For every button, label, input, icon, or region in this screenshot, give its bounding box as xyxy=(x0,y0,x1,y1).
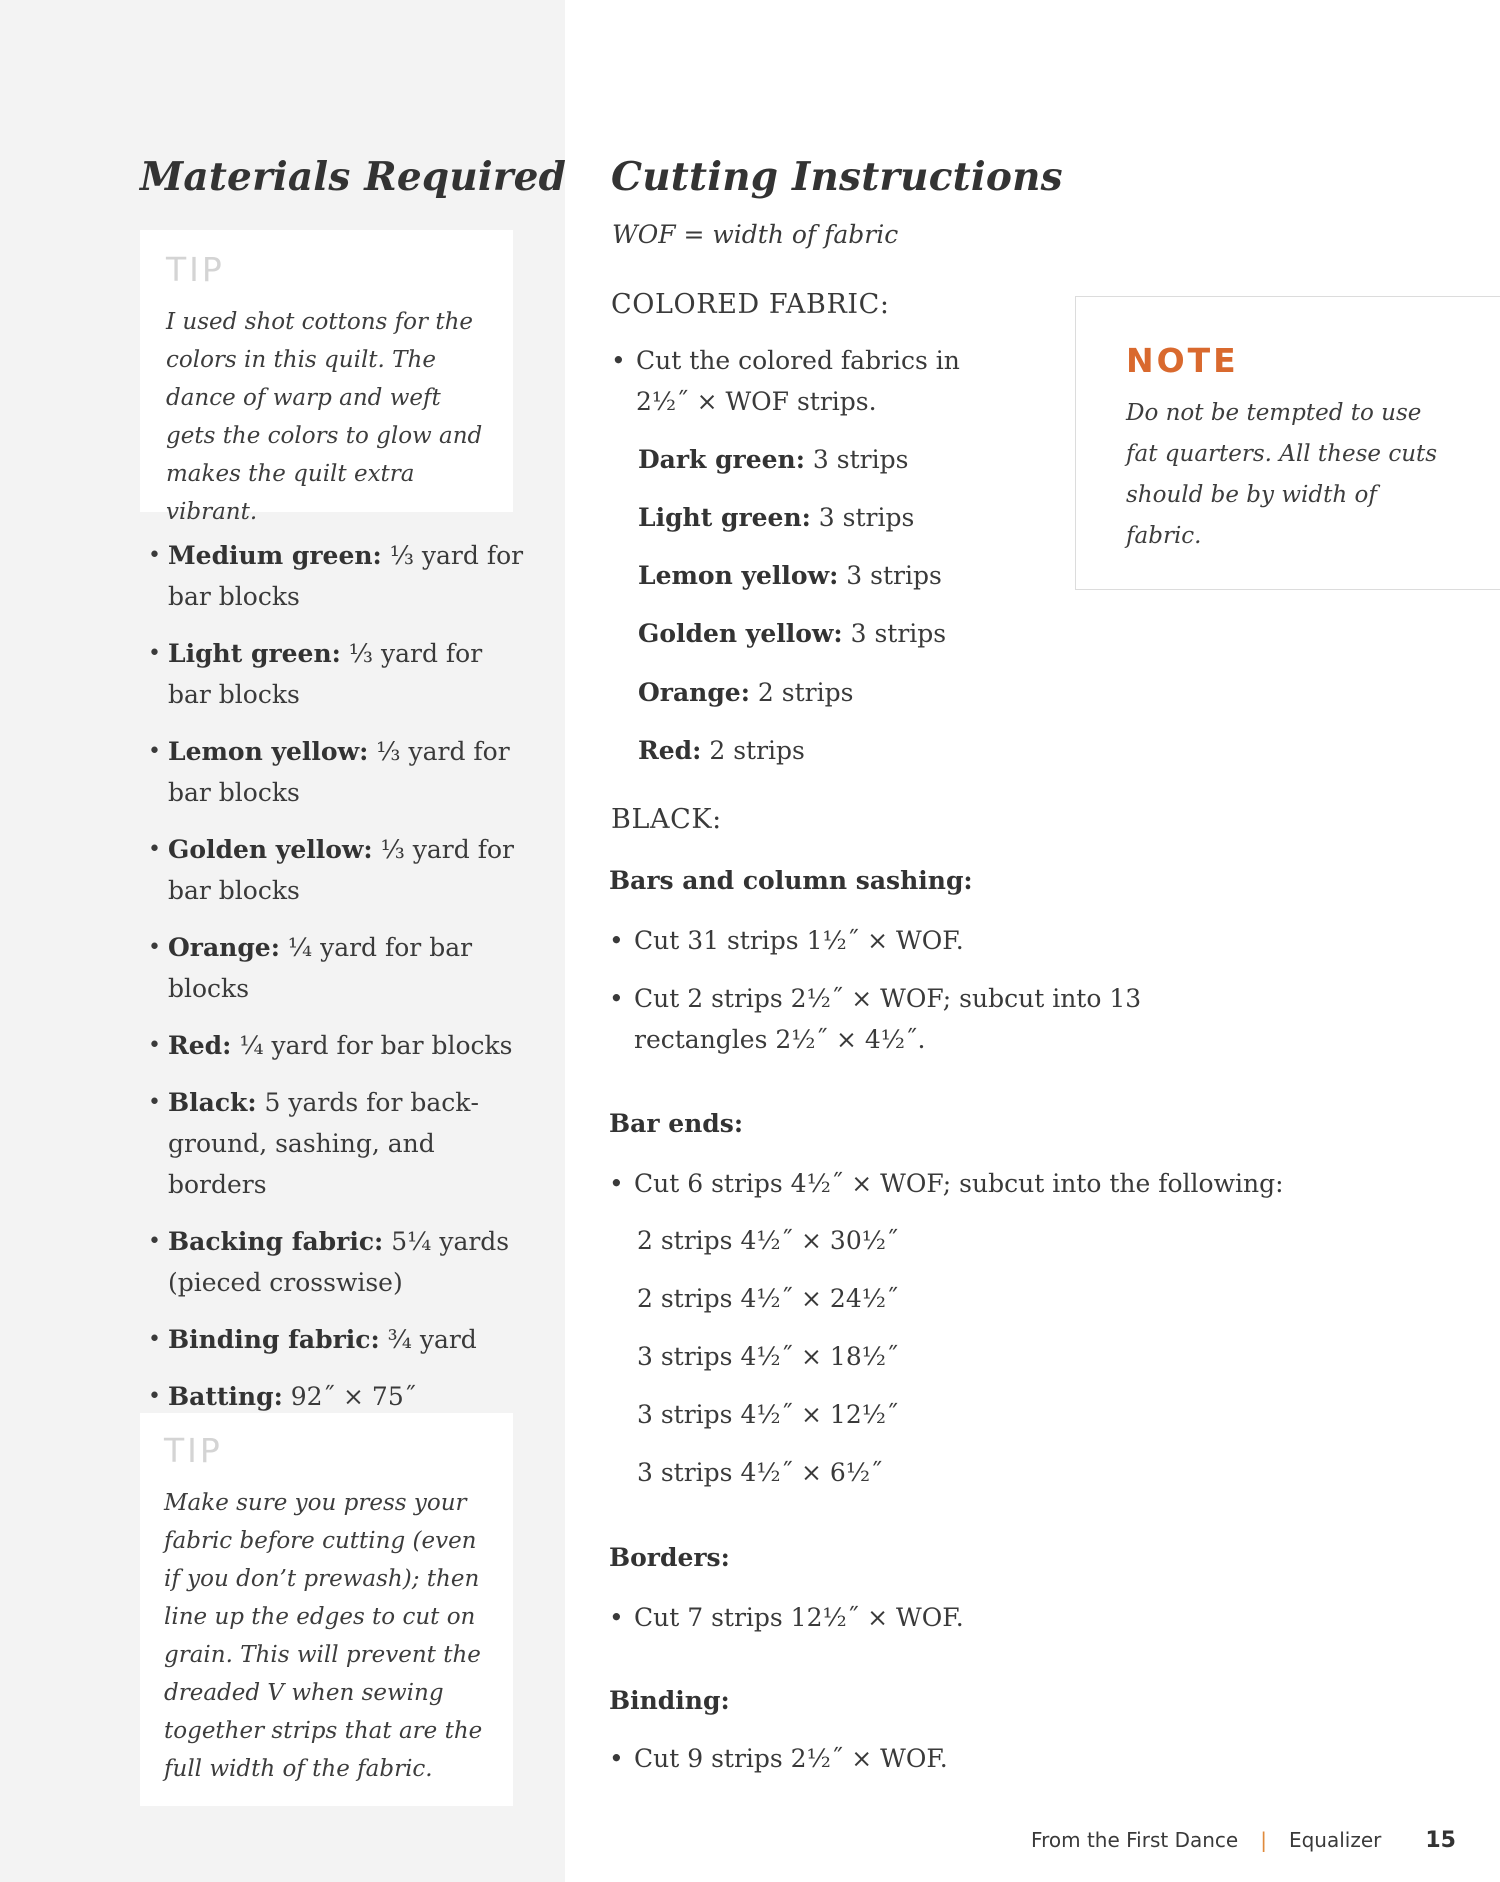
footer-separator: | xyxy=(1260,1828,1267,1852)
colored-item: Red: 2 strips xyxy=(638,736,805,765)
materials-title: Materials Required xyxy=(140,154,567,200)
bars-bullet: • Cut 2 strips 2½˝ × WOF; subcut into 13 rectangles 2½˝ × 4½˝. xyxy=(609,978,1274,1060)
materials-list xyxy=(148,535,528,1433)
colored-item: Lemon yellow: 3 strips xyxy=(638,561,942,590)
note-label: NOTE xyxy=(1126,341,1239,380)
borders-bullet: • Cut 7 strips 12½˝ × WOF. xyxy=(609,1597,1274,1638)
colored-fabric-heading: COLORED FABRIC: xyxy=(611,289,890,320)
bar-ends-item: 2 strips 4½˝ × 24½˝ xyxy=(637,1284,899,1313)
list-item: • Backing fabric: 5¼ yards (pieced crosswise) xyxy=(148,1221,528,1303)
tip-text: I used shot cottons for the colors in this quilt. The dance of warp and weft gets the colors to glow and makes the quilt extra vibrant. xyxy=(166,309,483,525)
binding-heading: Binding: xyxy=(609,1686,730,1715)
list-item: • Golden yellow: ⅓ yard for bar blocks xyxy=(148,829,528,911)
bar-ends-heading: Bar ends: xyxy=(609,1109,744,1138)
page-footer xyxy=(1031,1828,1456,1853)
footer-book-title: From the First Dance xyxy=(1031,1828,1239,1852)
colored-item: Dark green: 3 strips xyxy=(638,445,909,474)
colored-item: Golden yellow: 3 strips xyxy=(638,619,947,648)
note-box xyxy=(1075,296,1500,590)
tip-box-2 xyxy=(140,1413,513,1806)
black-heading: BLACK: xyxy=(611,804,722,835)
colored-item: Light green: 3 strips xyxy=(638,503,915,532)
note-text: Do not be tempted to use fat quarters. All these cuts should be by width of fabric. xyxy=(1126,400,1438,549)
list-item: • Red: ¼ yard for bar blocks xyxy=(148,1025,528,1066)
list-item: • Orange: ¼ yard for bar blocks xyxy=(148,927,528,1009)
list-item: • Light green: ⅓ yard for bar blocks xyxy=(148,633,528,715)
bars-heading: Bars and column sashing: xyxy=(609,866,973,895)
bar-ends-item: 3 strips 4½˝ × 6½˝ xyxy=(637,1458,883,1487)
list-item: • Batting: 92˝ × 75˝ xyxy=(148,1376,528,1417)
bars-bullet: • Cut 31 strips 1½˝ × WOF. xyxy=(609,920,1274,961)
page-number: 15 xyxy=(1425,1828,1456,1853)
cutting-title: Cutting Instructions xyxy=(611,154,1063,200)
footer-chapter: Equalizer xyxy=(1288,1828,1382,1852)
tip-label: TIP xyxy=(164,1431,223,1470)
tip-box-1 xyxy=(140,230,513,525)
colored-bullet: • Cut the colored fabrics in 2½˝ × WOF strips. xyxy=(611,340,976,422)
borders-heading: Borders: xyxy=(609,1543,730,1572)
list-item: • Lemon yellow: ⅓ yard for bar blocks xyxy=(148,731,528,813)
list-item: • Black: 5 yards for background, sashing, and borders xyxy=(148,1082,528,1205)
wof-note: WOF = width of fabric xyxy=(612,220,899,249)
tip-text: Make sure you press your fabric before cutting (even if you don’t prewash); then line up the edges to cut on grain. This will prevent the dreaded V when sewing together strips that are the full width of the fabric. xyxy=(164,1490,483,1782)
list-item: • Binding fabric: ¾ yard xyxy=(148,1319,528,1360)
bar-ends-item: 3 strips 4½˝ × 12½˝ xyxy=(637,1400,899,1429)
list-item: • Medium green: ⅓ yard for bar blocks xyxy=(148,535,528,617)
colored-item: Orange: 2 strips xyxy=(638,678,854,707)
bar-ends-bullet: • Cut 6 strips 4½˝ × WOF; subcut into the following: xyxy=(609,1163,1394,1204)
bar-ends-item: 2 strips 4½˝ × 30½˝ xyxy=(637,1226,899,1255)
binding-bullet: • Cut 9 strips 2½˝ × WOF. xyxy=(609,1738,1274,1779)
tip-label: TIP xyxy=(166,250,225,289)
bar-ends-item: 3 strips 4½˝ × 18½˝ xyxy=(637,1342,899,1371)
